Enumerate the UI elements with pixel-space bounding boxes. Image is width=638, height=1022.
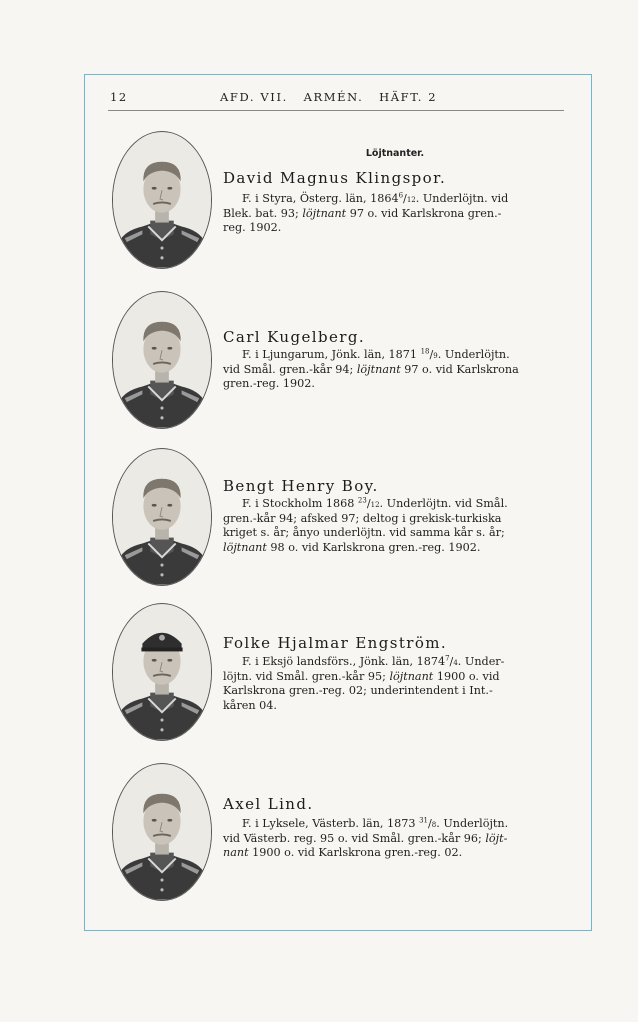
bio-line: löjtn. vid Smål. gren.-kår 95; löjtnant 1900 o. vid	[223, 669, 500, 683]
date-subscript: 4	[453, 659, 458, 667]
officer-bio	[223, 348, 573, 392]
officer-entry	[108, 131, 568, 271]
italic-term: löjt-	[485, 831, 508, 845]
page-number: 12	[110, 90, 128, 104]
bio-line: kriget s. år; ånyo underlöjtn. vid samma kår s. år;	[223, 526, 505, 539]
section-title: Löjtnanter.	[365, 148, 425, 159]
date-superscript: 18	[420, 347, 430, 356]
portrait-photo	[112, 763, 212, 901]
date-subscript: 9	[433, 352, 438, 360]
running-head-title: AFD. VII. ARMÉN. HÄFT. 2	[220, 90, 438, 104]
officer-entry	[108, 291, 568, 431]
officer-bio	[223, 497, 573, 555]
date-superscript: 6	[398, 191, 404, 200]
officer-name: David Magnus Klingspor.	[223, 169, 447, 187]
officer-bio	[223, 192, 573, 236]
officer-bio	[223, 817, 573, 861]
italic-term: löjtnant	[356, 362, 401, 376]
date-superscript: 23	[357, 496, 367, 505]
bio-line: F. i Stockholm 1868 $^{23}$/12. Underlöjtn. vid Smål.	[242, 496, 508, 510]
officer-name: Bengt Henry Boy.	[223, 477, 379, 495]
italic-term: löjtnant	[223, 540, 267, 554]
bio-line: nant 1900 o. vid Karlskrona gren.-reg. 02.	[223, 846, 463, 859]
bio-line: gren.-kår 94; afsked 97; deltog i grekisk-turkiska	[223, 511, 502, 525]
italic-term: löjtnant	[389, 669, 434, 683]
bio-line: Karlskrona gren.-reg. 02; underintendent i Int.-	[223, 684, 493, 697]
bio-line: Blek. bat. 93; löjtnant 97 o. vid Karlskrona gren.-	[223, 206, 502, 220]
bio-line: F. i Ljungarum, Jönk. län, 1871 $^{18}$/9. Underlöjtn.	[242, 347, 510, 361]
bio-line: F. i Eksjö landsförs., Jönk. län, 1874$^7$/4. Under-	[242, 654, 505, 668]
officer-entry	[108, 448, 568, 588]
bio-line: vid Smål. gren.-kår 94; löjtnant 97 o. vid Karlskrona	[223, 362, 519, 376]
bio-line: gren.-reg. 1902.	[223, 377, 315, 390]
portrait-photo	[112, 291, 212, 429]
portrait-photo	[112, 603, 212, 741]
italic-term: nant	[223, 846, 249, 859]
officer-name: Axel Lind.	[223, 795, 314, 813]
date-subscript: 12	[406, 196, 416, 204]
officer-entry	[108, 603, 568, 743]
date-subscript: 12	[370, 501, 380, 509]
running-header	[108, 90, 564, 111]
portrait-photo	[112, 131, 212, 269]
bio-line: F. i Styra, Österg. län, 1864$^6$/12. Underlöjtn. vid	[242, 191, 509, 205]
date-subscript: 8	[431, 821, 437, 829]
portrait-photo	[112, 448, 212, 586]
officer-bio	[223, 655, 573, 713]
bio-line: kåren 04.	[223, 698, 277, 712]
bio-line: vid Västerb. reg. 95 o. vid Smål. gren.-kår 96; löjt-	[223, 831, 508, 845]
italic-term: löjtnant	[302, 206, 347, 220]
officer-name: Folke Hjalmar Engström.	[223, 634, 448, 652]
bio-line: reg. 1902.	[223, 221, 282, 234]
officer-name: Carl Kugelberg.	[223, 328, 365, 346]
date-superscript: 31	[419, 816, 428, 825]
bio-line: löjtnant 98 o. vid Karlskrona gren.-reg. 1902.	[223, 540, 481, 554]
officer-entry	[108, 763, 568, 903]
bio-line: F. i Lyksele, Västerb. län, 1873 $^{31}$/8. Underlöjtn.	[242, 816, 509, 830]
date-superscript: 7	[445, 654, 450, 663]
